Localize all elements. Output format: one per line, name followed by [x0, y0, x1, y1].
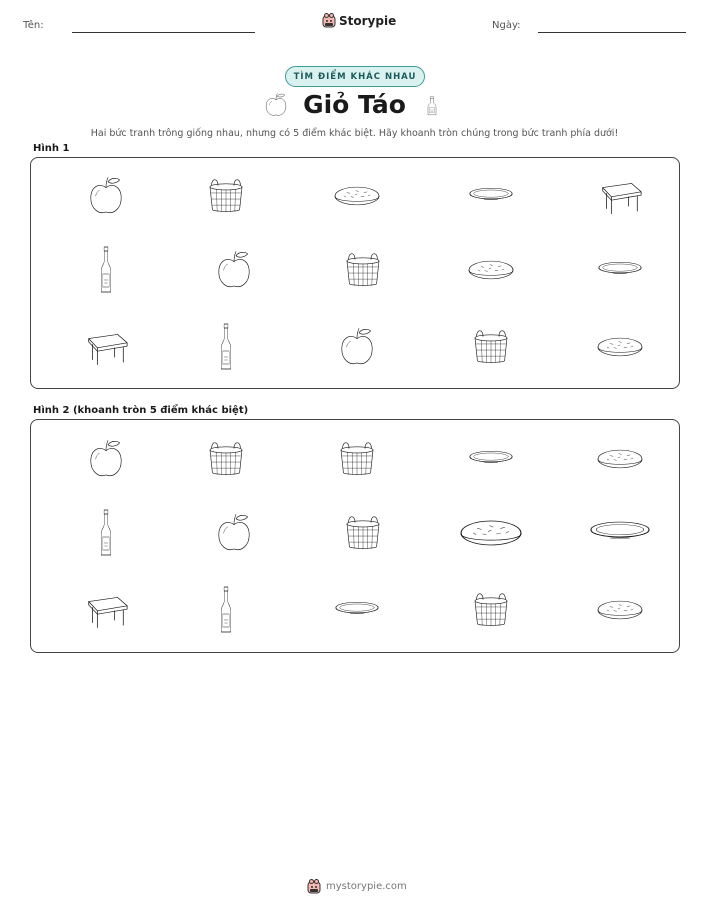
pie-icon[interactable]	[598, 601, 642, 619]
bowl-icon	[599, 262, 641, 273]
picture1-label: Hình 1	[33, 143, 70, 154]
apple-icon	[91, 178, 121, 213]
apple-icon	[219, 252, 249, 287]
instructions: Hai bức tranh trông giống nhau, nhưng có 5 điểm khác biệt. Hãy khoanh tròn chúng trong bức tranh phía dưới!	[90, 128, 619, 139]
pie-icon[interactable]	[461, 521, 521, 545]
stool-icon[interactable]	[89, 597, 127, 627]
basket-icon[interactable]	[210, 443, 242, 475]
page-title: Giỏ Táo	[303, 90, 406, 119]
apple-icon[interactable]	[219, 515, 249, 550]
bowl-icon[interactable]	[591, 522, 649, 538]
picture2-label: Hình 2 (khoanh tròn 5 điểm khác biệt)	[33, 405, 249, 416]
activity-badge: TÌM ĐIỂM KHÁC NHAU	[285, 66, 425, 87]
basket-icon[interactable]	[347, 517, 379, 549]
bowl-icon[interactable]	[336, 602, 378, 613]
pie-icon	[335, 187, 379, 205]
pie-icon	[598, 338, 642, 356]
apple-icon[interactable]	[91, 441, 121, 476]
date-label: Ngày:	[492, 20, 521, 31]
basket-icon	[475, 331, 507, 363]
brand-name: Storypie	[339, 13, 397, 28]
stool-icon	[89, 334, 127, 364]
footer	[307, 879, 407, 894]
pie-icon	[469, 261, 513, 279]
mascot-icon	[307, 879, 321, 894]
bottle-icon[interactable]	[221, 587, 231, 632]
basket-icon	[347, 254, 379, 286]
apple-icon	[342, 329, 372, 364]
basket-icon[interactable]	[341, 443, 373, 475]
bottle-icon	[101, 247, 111, 292]
footer-site: mystorypie.com	[326, 881, 407, 892]
basket-icon	[210, 180, 242, 212]
bottle-icon[interactable]	[101, 510, 111, 555]
bowl-icon[interactable]	[470, 451, 512, 462]
name-label: Tên:	[23, 20, 44, 31]
bowl-icon	[470, 188, 512, 199]
bottle-icon	[221, 324, 231, 369]
pie-icon[interactable]	[598, 450, 642, 468]
stool-icon	[603, 183, 641, 213]
basket-icon[interactable]	[475, 594, 507, 626]
